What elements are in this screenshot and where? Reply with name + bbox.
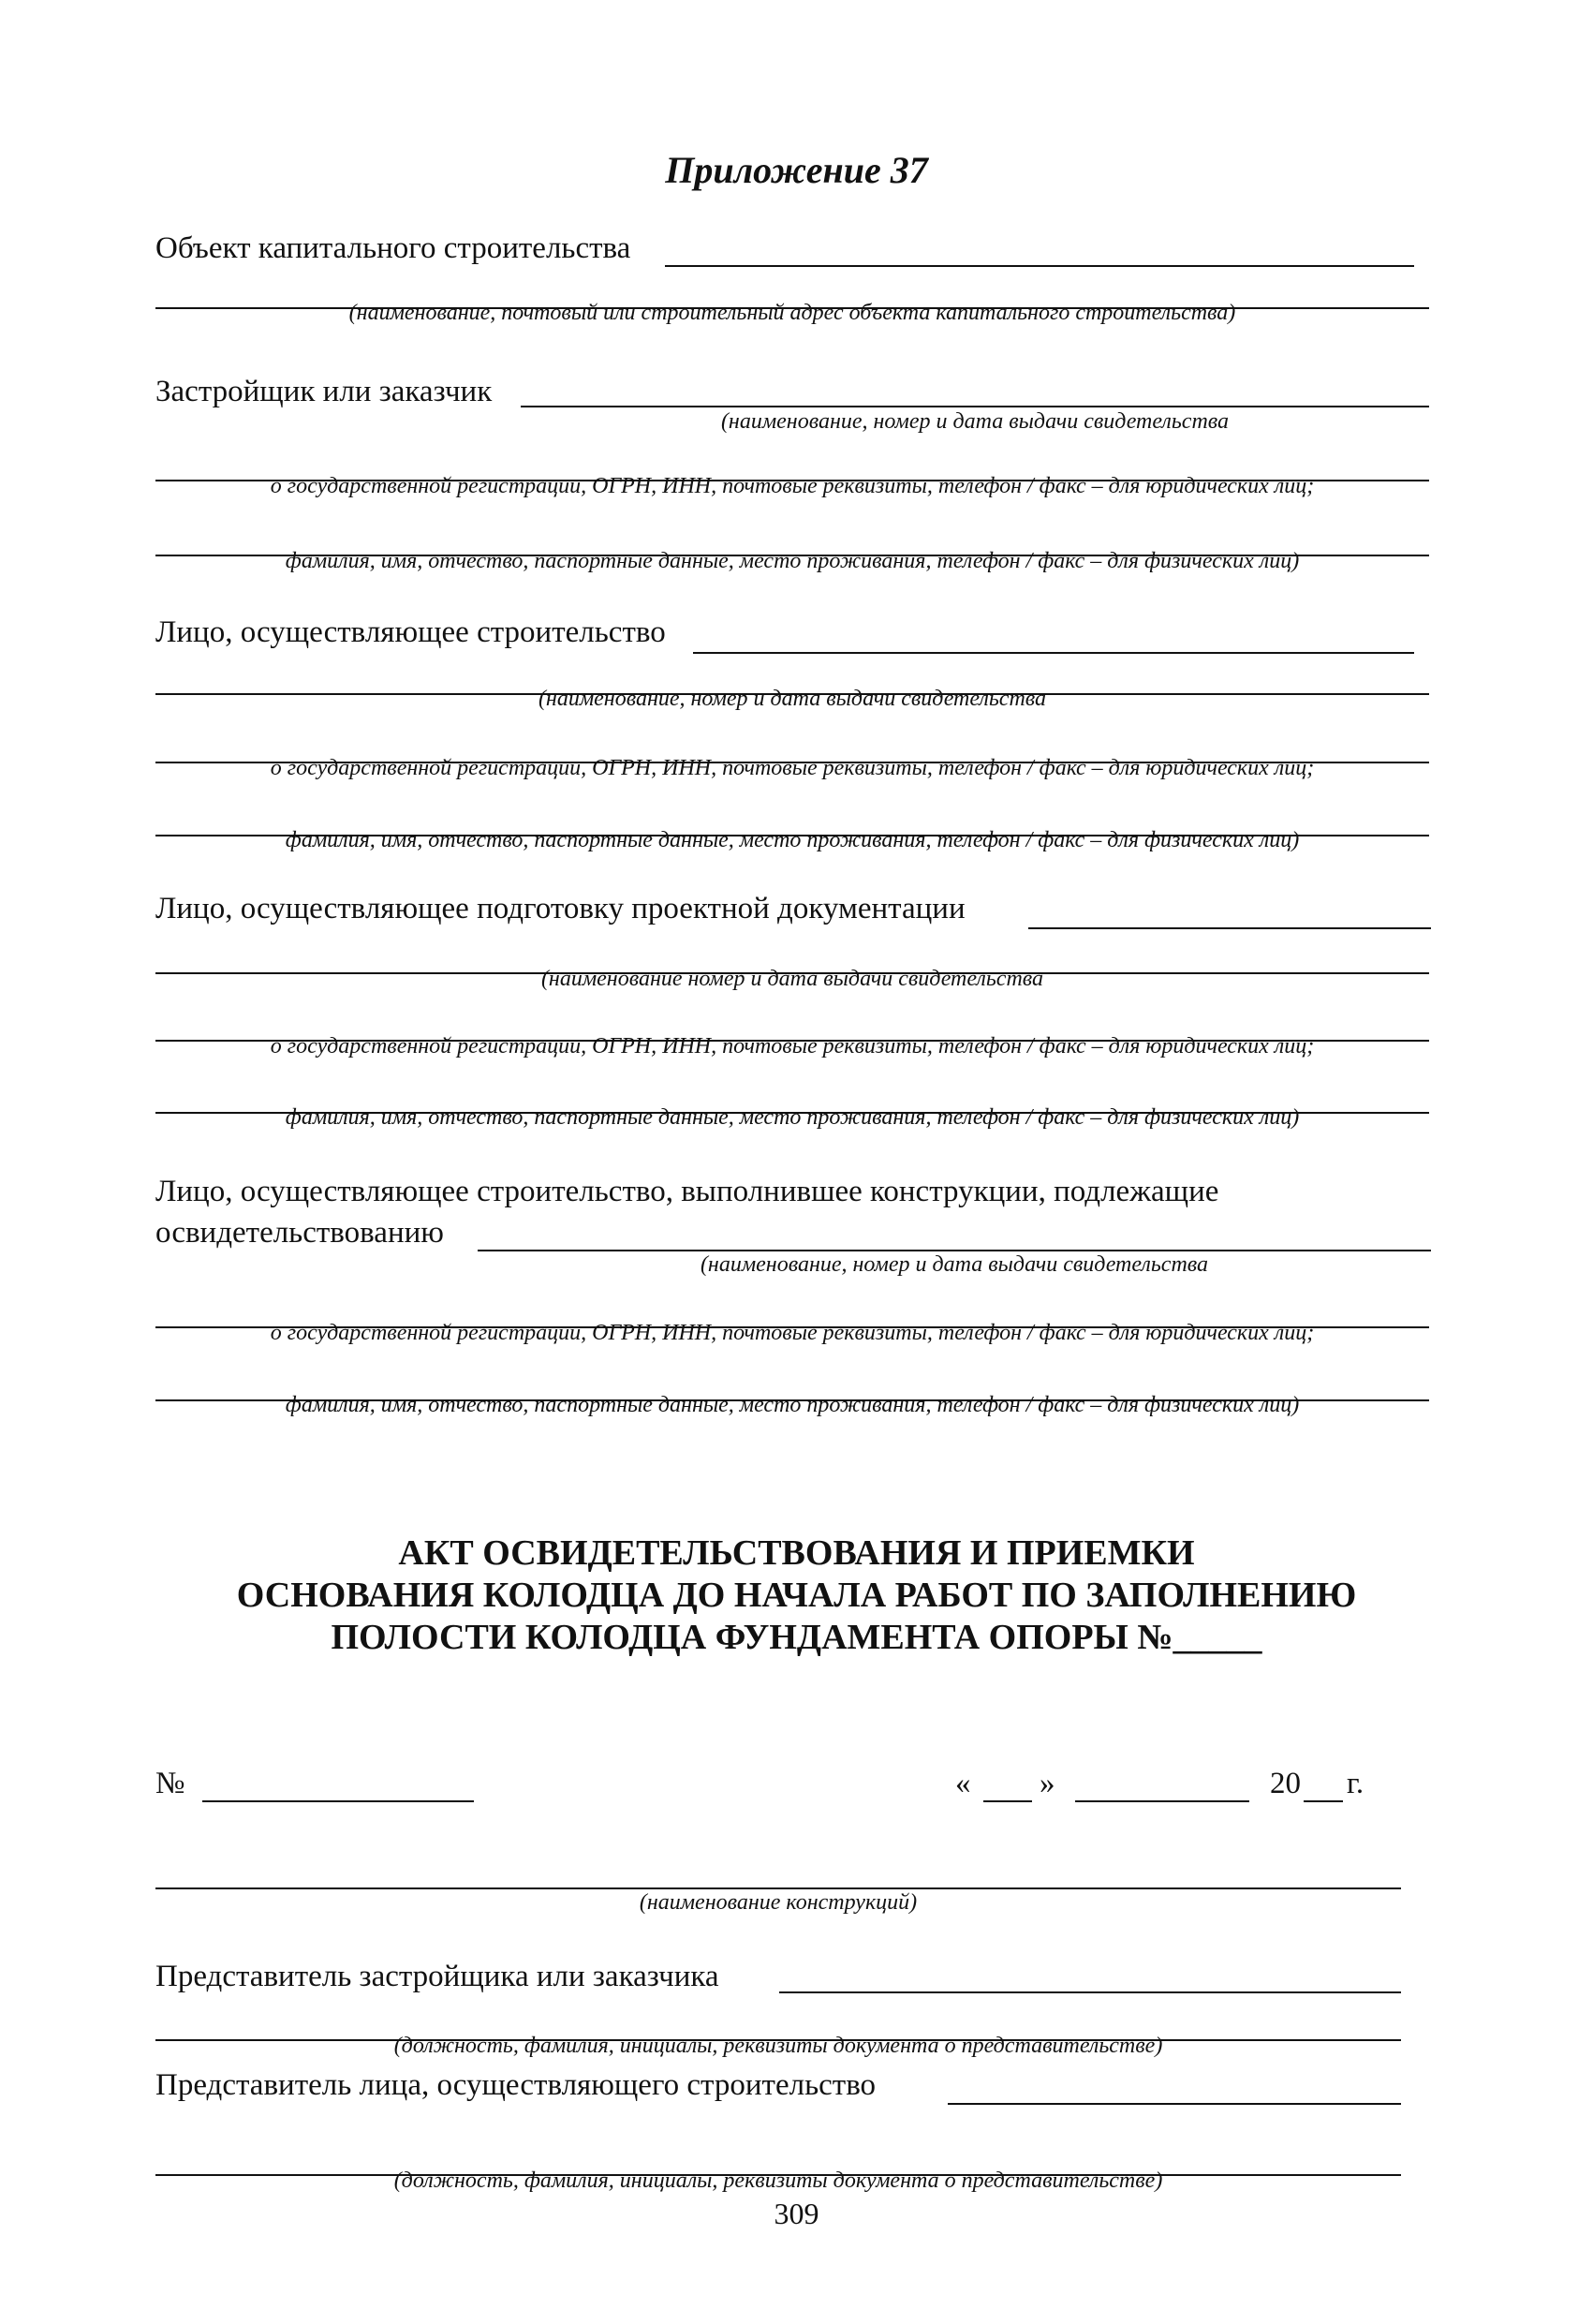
performer-label-1: Лицо, осуществляющее строительство, выполнившее конструкции, подлежащие <box>155 1175 1219 1208</box>
rep-builder-hint: (должность, фамилия, инициалы, реквизиты документа о представительстве) <box>393 2169 1163 2193</box>
act-number-sign: № <box>155 1767 185 1800</box>
date-quote-close: » <box>1040 1767 1055 1800</box>
builder-hint-1: (наименование, номер и дата выдачи свидетельства <box>538 687 1047 711</box>
rep-developer-input-line[interactable] <box>779 1991 1401 1993</box>
designer-hint-3: фамилия, имя, отчество, паспортные данные, место проживания, телефон / факс – для физических лиц) <box>285 1105 1300 1130</box>
act-title-line-1: АКТ ОСВИДЕТЕЛЬСТВОВАНИЯ И ПРИЕМКИ <box>398 1533 1195 1573</box>
performer-hint-3: фамилия, имя, отчество, паспортные данные, место проживания, телефон / факс – для физических лиц) <box>285 1393 1300 1417</box>
developer-hint-2: о государственной регистрации, ОГРН, ИНН, почтовые реквизиты, телефон / факс – для юридических лиц; <box>270 474 1315 498</box>
act-title-line-3: ПОЛОСТИ КОЛОДЦА ФУНДАМЕНТА ОПОРЫ №_____ <box>331 1618 1262 1657</box>
performer-hint-2: о государственной регистрации, ОГРН, ИНН, почтовые реквизиты, телефон / факс – для юридических лиц; <box>270 1321 1315 1345</box>
appendix-heading: Приложение 37 <box>665 149 928 191</box>
date-year-field[interactable] <box>1304 1800 1343 1802</box>
designer-label: Лицо, осуществляющее подготовку проектной документации <box>155 892 966 925</box>
performer-label-2: освидетельствованию <box>155 1216 444 1250</box>
rep-builder-input-line[interactable] <box>948 2103 1401 2105</box>
object-label: Объект капитального строительства <box>155 231 631 265</box>
designer-input-line[interactable] <box>1028 927 1431 929</box>
rep-developer-label: Представитель застройщика или заказчика <box>155 1960 719 1993</box>
designer-hint-1: (наименование номер и дата выдачи свидетельства <box>540 967 1044 991</box>
date-quote-open: « <box>955 1767 971 1800</box>
date-day-field[interactable] <box>983 1800 1032 1802</box>
date-year-suffix: г. <box>1347 1767 1364 1800</box>
object-input-line[interactable] <box>665 265 1414 267</box>
builder-hint-2: о государственной регистрации, ОГРН, ИНН, почтовые реквизиты, телефон / факс – для юридических лиц; <box>270 756 1315 780</box>
developer-input-line[interactable] <box>521 406 1429 407</box>
act-number-field[interactable] <box>202 1800 474 1802</box>
developer-hint-3: фамилия, имя, отчество, паспортные данные, место проживания, телефон / факс – для физических лиц) <box>285 549 1300 573</box>
object-hint: (наименование, почтовый или строительный адрес объекта капитального строительства) <box>348 301 1236 325</box>
act-title-line-2: ОСНОВАНИЯ КОЛОДЦА ДО НАЧАЛА РАБОТ ПО ЗАПОЛНЕНИЮ <box>236 1576 1357 1615</box>
designer-hint-2: о государственной регистрации, ОГРН, ИНН, почтовые реквизиты, телефон / факс – для юридических лиц; <box>270 1034 1315 1058</box>
construction-hint: (наименование конструкций) <box>639 1890 918 1915</box>
builder-input-line[interactable] <box>693 652 1414 654</box>
date-year-prefix: 20 <box>1270 1767 1301 1800</box>
page-number: 309 <box>774 2197 819 2230</box>
performer-hint-1: (наименование, номер и дата выдачи свидетельства <box>700 1252 1209 1277</box>
builder-hint-3: фамилия, имя, отчество, паспортные данные, место проживания, телефон / факс – для физических лиц) <box>285 828 1300 852</box>
developer-hint-1: (наименование, номер и дата выдачи свидетельства <box>720 409 1230 434</box>
developer-label: Застройщик или заказчик <box>155 375 493 408</box>
date-month-field[interactable] <box>1075 1800 1249 1802</box>
rep-builder-label: Представитель лица, осуществляющего строительство <box>155 2068 877 2102</box>
builder-label: Лицо, осуществляющее строительство <box>155 615 666 649</box>
rep-developer-hint: (должность, фамилия, инициалы, реквизиты документа о представительстве) <box>393 2034 1163 2058</box>
